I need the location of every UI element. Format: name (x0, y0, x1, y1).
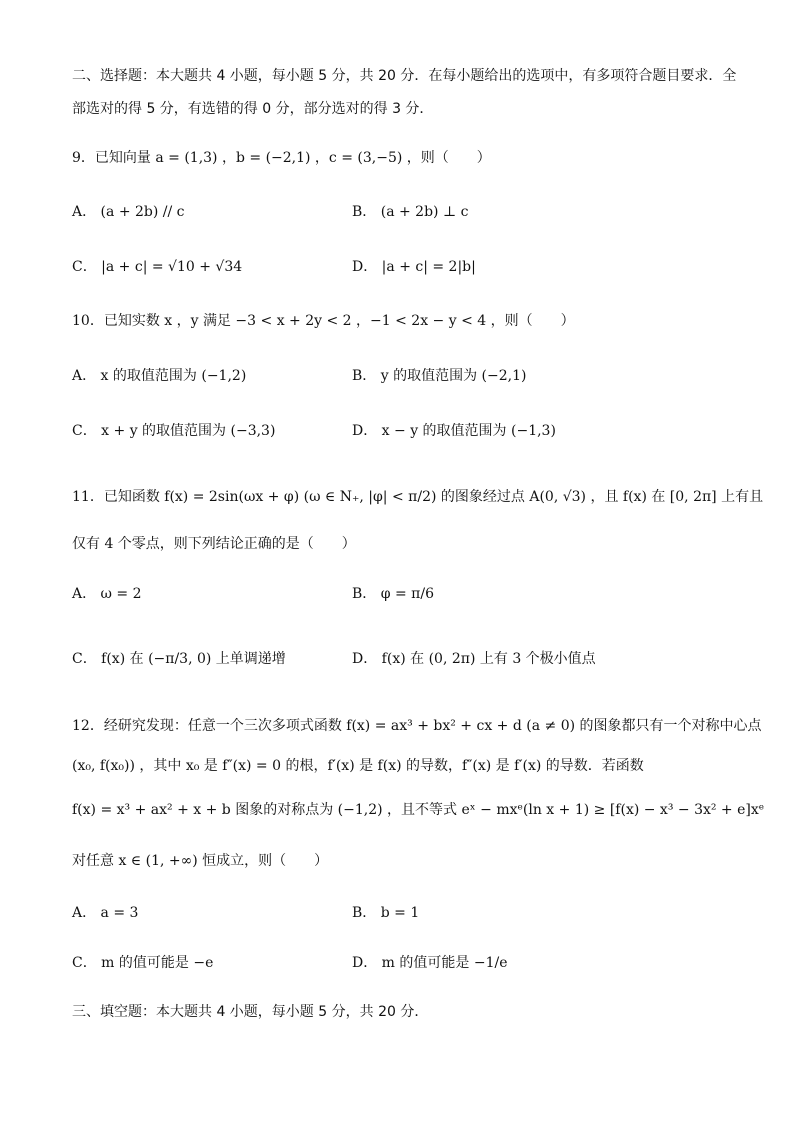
question-10-option-c: C． x + y 的取值范围为 (−3,3) (72, 423, 276, 439)
question-9-stem: 9．已知向量 a = (1,3) ，b = (−2,1) ，c = (3,−5) ，则（ ） (72, 150, 491, 166)
question-10-option-d: D． x − y 的取值范围为 (−1,3) (352, 423, 556, 439)
question-12-stem-4: 对任意 x ∈ (1, +∞) 恒成立，则（ ） (72, 853, 329, 869)
question-12-option-d: D． m 的值可能是 −1/e (352, 955, 508, 971)
question-9-option-c: C． |a + c| = √10 + √34 (72, 259, 243, 275)
section-2-line-1: 二、选择题：本大题共 4 小题，每小题 5 分，共 20 分．在每小题给出的选项中，有多项符合题目要求．全 (72, 68, 737, 84)
question-12-stem-1: 12．经研究发现：任意一个三次多项式函数 f(x) = ax³ + bx² + cx + d (a ≠ 0) 的图象都只有一个对称中心点 (72, 718, 762, 734)
question-9-option-d: D． |a + c| = 2|b| (352, 259, 476, 275)
question-12-option-a: A． a = 3 (72, 905, 139, 921)
question-9-option-a: A． (a + 2b) // c (72, 204, 185, 220)
question-10-stem: 10．已知实数 x ，y 满足 −3 < x + 2y < 2 ，−1 < 2x − y < 4 ，则（ ） (72, 313, 575, 329)
question-11-option-a: A． ω = 2 (72, 586, 142, 602)
question-11-option-b: B． φ = π/6 (352, 586, 434, 602)
question-11-stem-2: 仅有 4 个零点，则下列结论正确的是（ ） (72, 536, 356, 552)
question-12-stem-2: (x₀, f(x₀)) ，其中 x₀ 是 f″(x) = 0 的根，f′(x) 是 f(x) 的导数，f″(x) 是 f′(x) 的导数．若函数 (72, 758, 644, 774)
question-10-option-a: A． x 的取值范围为 (−1,2) (72, 368, 247, 384)
question-11-option-d: D． f(x) 在 (0, 2π) 上有 3 个极小值点 (352, 651, 596, 667)
question-9-option-b: B． (a + 2b) ⊥ c (352, 204, 469, 220)
question-10-option-b: B． y 的取值范围为 (−2,1) (352, 368, 527, 384)
question-11-option-c: C． f(x) 在 (−π/3, 0) 上单调递增 (72, 651, 286, 667)
question-11-stem-1: 11．已知函数 f(x) = 2sin(ωx + φ) (ω ∈ N₊, |φ| < π/2) 的图象经过点 A(0, √3) ，且 f(x) 在 [0, 2π] 上有且 (72, 489, 764, 505)
question-12-option-b: B． b = 1 (352, 905, 420, 921)
section-3-line-1: 三、填空题：本大题共 4 小题，每小题 5 分，共 20 分． (72, 1004, 429, 1020)
question-12-option-c: C． m 的值可能是 −e (72, 955, 214, 971)
section-2-line-2: 部选对的得 5 分，有选错的得 0 分，部分选对的得 3 分． (72, 101, 434, 117)
question-12-stem-3: f(x) = x³ + ax² + x + b 图象的对称点为 (−1,2) ，且不等式 eˣ − mxᵉ(ln x + 1) ≥ [f(x) − x³ − 3x² + e]xᵉ (72, 802, 765, 818)
